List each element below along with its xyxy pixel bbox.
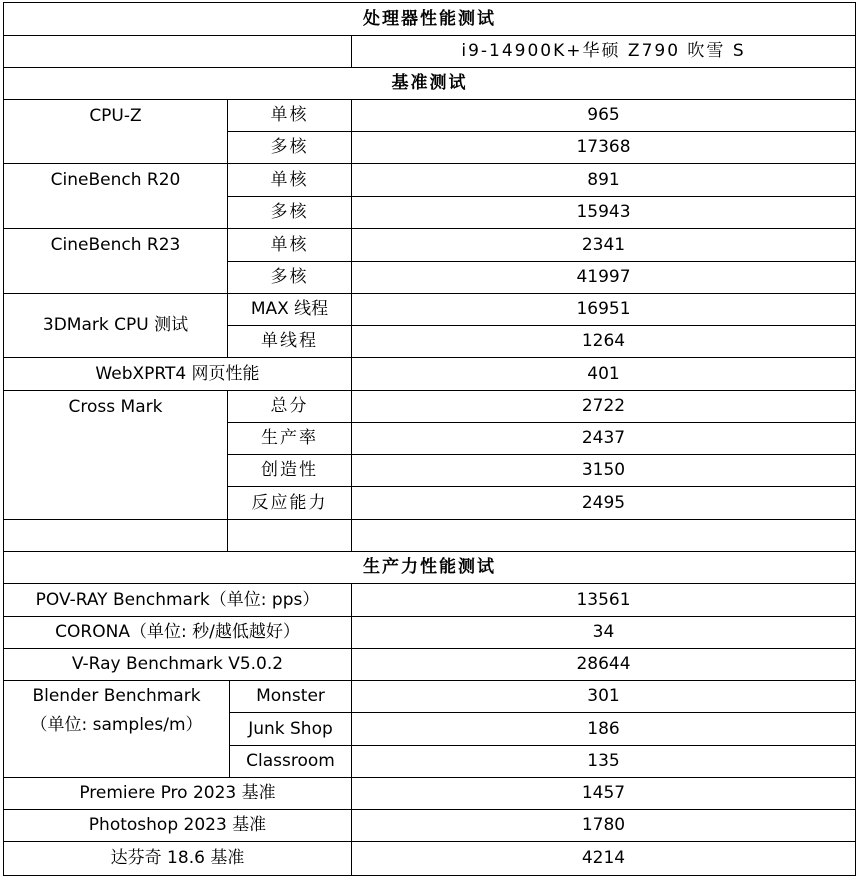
webxprt-name: WebXPRT4 网页性能	[3, 357, 352, 391]
crossmark-item-value: 2722	[351, 390, 856, 423]
cpuz-single-label: 单核	[227, 99, 352, 132]
webxprt-value: 401	[351, 357, 856, 391]
cpuz-multi-label: 多核	[227, 131, 352, 164]
3dmark-single-label: 单线程	[227, 325, 352, 358]
r23-multi-value: 41997	[351, 261, 856, 294]
vray-name: V-Ray Benchmark V5.0.2	[3, 648, 352, 681]
crossmark-item-value: 3150	[351, 454, 856, 487]
3dmark-single-value: 1264	[351, 325, 856, 358]
r20-single-label: 单核	[227, 163, 352, 197]
r23-name: CineBench R23	[3, 228, 228, 294]
3dmark-max-label: MAX 线程	[227, 293, 352, 326]
blender-name	[3, 680, 230, 778]
table-title: 处理器性能测试	[3, 2, 856, 36]
blender-item-label: Classroom	[229, 745, 352, 778]
davinci-name: 达芬奇 18.6 基准	[3, 841, 352, 876]
blender-item-value: 135	[351, 745, 856, 778]
config-label-cell	[3, 35, 352, 68]
cpuz-single-value: 965	[351, 99, 856, 132]
povray-value: 13561	[351, 583, 856, 617]
3dmark-name: 3DMark CPU 测试	[3, 293, 228, 358]
blender-item-label: Junk Shop	[229, 712, 352, 746]
vray-value: 28644	[351, 648, 856, 681]
section-heading-productivity: 生产力性能测试	[3, 551, 856, 584]
crossmark-item-label: 总分	[227, 390, 352, 423]
r20-single-value: 891	[351, 163, 856, 197]
r20-multi-value: 15943	[351, 196, 856, 229]
photoshop-name: Photoshop 2023 基准	[3, 809, 352, 842]
r20-multi-label: 多核	[227, 196, 352, 229]
corona-value: 34	[351, 616, 856, 649]
blender-name-line2: （单位: samples/m）	[30, 715, 203, 735]
cpuz-multi-value: 17368	[351, 131, 856, 164]
blender-name-line1: Blender Benchmark	[32, 686, 201, 706]
blender-item-value: 301	[351, 680, 856, 713]
empty-cell	[3, 519, 228, 552]
cpuz-name: CPU-Z	[3, 99, 228, 164]
r23-single-label: 单核	[227, 228, 352, 262]
empty-cell	[227, 519, 352, 552]
config-value: i9-14900K+华硕 Z790 吹雪 S	[351, 35, 856, 68]
povray-name: POV-RAY Benchmark（单位: pps）	[3, 583, 352, 617]
crossmark-item-label: 生产率	[227, 422, 352, 455]
davinci-value: 4214	[351, 841, 856, 876]
crossmark-item-value: 2495	[351, 486, 856, 520]
r20-name: CineBench R20	[3, 163, 228, 229]
crossmark-name: Cross Mark	[3, 390, 228, 520]
r23-multi-label: 多核	[227, 261, 352, 294]
crossmark-item-value: 2437	[351, 422, 856, 455]
corona-name: CORONA（单位: 秒/越低越好）	[3, 616, 352, 649]
photoshop-value: 1780	[351, 809, 856, 842]
section-heading-basic: 基准测试	[3, 67, 856, 100]
empty-cell	[351, 519, 856, 552]
blender-item-value: 186	[351, 712, 856, 746]
3dmark-max-value: 16951	[351, 293, 856, 326]
r23-single-value: 2341	[351, 228, 856, 262]
premiere-name: Premiere Pro 2023 基准	[3, 777, 352, 810]
crossmark-item-label: 反应能力	[227, 486, 352, 520]
crossmark-item-label: 创造性	[227, 454, 352, 487]
premiere-value: 1457	[351, 777, 856, 810]
blender-item-label: Monster	[229, 680, 352, 713]
